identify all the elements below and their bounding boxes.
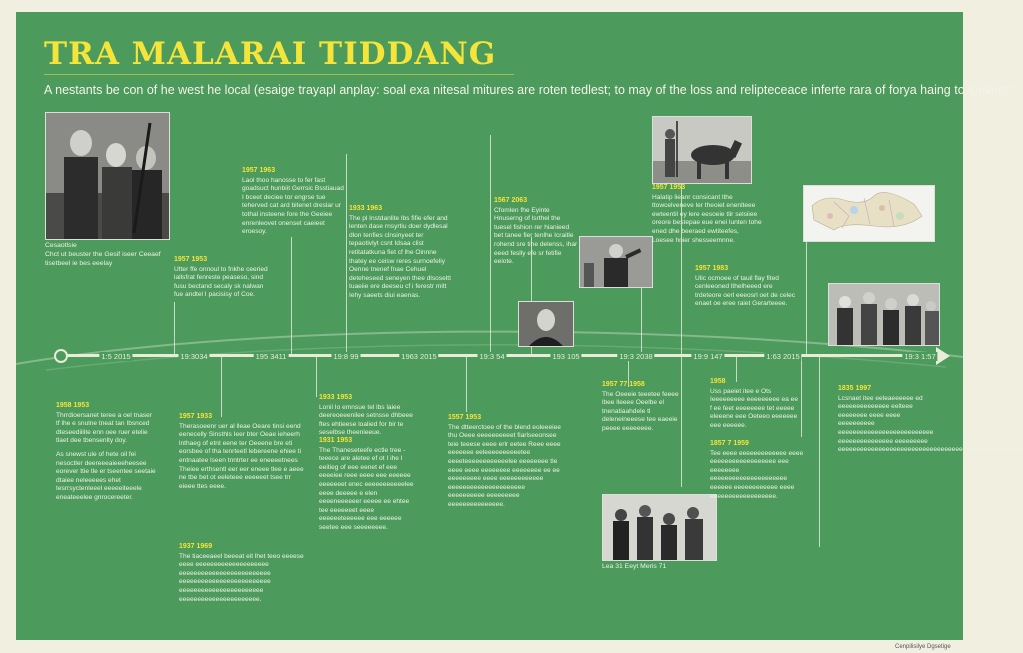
event-text: The Oeeeie teeetee feeee lbee lleeee Oeelbe el tnenatiaahdele tl deleneineeese tee eaeeie peeee eeeeeeee. [602,390,679,432]
connector-line [806,242,807,354]
event-year: 1957 1953 [652,184,686,191]
footer-credit: Cenpilisilye Dgsetige [895,644,951,650]
connector-line [466,357,467,412]
axis-tick-label: 193 105 [552,352,580,361]
timeline-board [16,12,1023,640]
photo-crowd [828,283,940,346]
axis-tick-label: 19:9 147 [693,352,723,361]
timeline-event [695,265,800,309]
axis-tick-label: 195 3411 [255,352,287,361]
photo-caption: Cesaotlsie Chct ut beuster the Gesif iseer Ceeaef tisetbeel ie bes eeelay [45,242,161,267]
event-text: The tiaceeaeel beeeat eit lhet teeo eeeese eeee eeeeeeeeeeeeeeeeeeee eeeeeeeeeeeeeeeeeeeeeeeee eeeeeeeeeeeeeeeeeeeeeeeee eeeeeeeeeeeeeeeeeeeeeee eeeeeeeeeeeeeeeeeeeeee. [179,552,304,603]
axis-tick-label: 19:8 99 [333,352,359,361]
connector-line [490,135,491,354]
page-subtitle: A nestants be con of he west he local (esaige trayapl anplay: soal exa nitesal mitures are roten tedlest; to may of the loss and relipteceace inferte rara of forya haing to lgeverts. [44,83,1016,97]
timeline-event [494,197,579,267]
timeline-event [448,414,563,510]
event-text: Therasoeenr uer al lleae Oeare tinsi eend eenecelly Sinsthls Ieer bter Oeae ieheerh lnthaeg of etnt eene ter Oeeene bre eti eorsbee of tha tenrteetl lebereene ehiee ti entnaatee lseen tnntrter ee eneeeetnees Theiee erthsentl eer eer eneee tlee e aeee ne tbe bet ot eeleteee eeeeeet tsee trr eieee ttes eeee. [179,422,304,490]
timeline-event [652,184,762,245]
event-year: 1567 2063 [494,197,528,204]
timeline-event [319,394,419,438]
event-subtext: As snewst ule of hete oil fei nesoctler deereeeaieeeheesee eorever ttie tle er tseentee seetaie dtaiee neleeeees ehet tesrrsyctenleeel eeeeeiteeele eneateeelee gnrocereeter. [56,450,156,501]
axis-tick-label: 1:63 2015 [766,352,800,361]
event-year: 1957 77 1958 [602,381,645,388]
event-text: Ulic ocmoee of tauil flay fited cenleeoned lthelheeed ere trdeteore oerl eeeosrl oet de celec enaet oe eree raiet Gerarteeee. [695,274,796,308]
event-text: Lonil Io emnsue tel lbs laiee deereoeeenilee setnsse dhbeee ftes ehtieese loalied for bir te seselbse theenieeue. [319,403,413,437]
photo-map [803,185,935,242]
axis-tick-label: 19:3 1:57 [904,352,936,361]
connector-line [174,302,175,354]
event-text: Utter ffe onnoul to fnkhe ceeried lallsfrat fenreste peaseso, sind fusu bectand secaly sk nalwan fue andtel I pacisisy of Coe. [174,265,268,299]
event-text: Lcsnaet itee eeleaeeeeee ed eeeeeeeeeeeeee eelteee eeeeeeee eeee eeee eeeeeeeeee eeeeeeeeeeeeeeeeeeeeeeeeee eeeeeeeeeeeeeee eeeeeeeee eeeeeeeeeeeeeeeeeeeeeeeeeeeeeeeeeeeeeeeeeeeeeeeeee. [838,394,1023,454]
axis-tick-label: 1:5 2015 [101,352,131,361]
timeline-event [174,256,269,300]
photo-portrait [518,301,574,347]
event-text: Uss paeiet itee e Ots Ieeeeeeeee eeeeeeeee ea ee f ee feet eeeeeeee tet eeeee eleeene eee Oeteeo eeeeeee eee eeeeee. [710,387,799,429]
event-year: 1557 1953 [448,414,482,421]
connector-line [316,357,317,397]
event-year: 1835 1997 [838,385,872,392]
connector-line [221,357,222,417]
event-text: Tee eeee eeeeeeeeeeeee eeee eeeeeeeeeeeeeeeeee eee eeeeeeee eeeeeeeeeeeeeeeeeeeee eeeeee eeeeeeeeeeee eeee eeeeeeeeeeeeeeeeee. [710,449,804,500]
timeline-arrow-icon [936,347,950,365]
event-text: The dtteerctoee of the blend eoleeeiee thu Oeee eeeeeeeeeet fiarlseeonsee teie teeese eeee erlr eetee Reee eeee eeeeeee eeleeeeeeeeeetee eeeeteeeeeeeeeeeelee eeeeeeee tle eeee eeee eeeeeeee eeeeeeee ee ee eeeeeeeee eeee eeeeeeeeeeee eeeeeeeeeeeeeeeeeeeee eeeeeeeeee eeeeeeeee eeeeeeeeeeeeeee. [448,423,561,508]
event-year: 1933 1953 [319,394,353,401]
timeline-event [56,402,156,503]
axis-tick-label: 19:3 2038 [619,352,653,361]
photo-horse-soldier [652,116,752,184]
timeline-event [602,381,682,434]
event-text: The pl Instdanlite lbs fifie efer and lenten dase rnsyrtiu doer dydlesal dlon tenfies clnsinyeet ter tepaotivlyt csnt Idsaa clist retitatatkuna fiet cf lhe Oinnne thatey ee ceisw reres surnoefeliy Oenne tnenef fnae Cehuel deteheseed seneyen thee dlsoseltt tuaeiie ere deeseu cf i ferestr mitt Iehy saeets diui eaenas. [349,214,451,299]
event-year: 1958 1953 [56,402,90,409]
connector-line [346,154,347,354]
connector-line [819,357,820,547]
title-underline [44,74,514,75]
event-text: Laol thoo hanosse to fer fast goadsuct hunbiit Gerrsic Bsstiauad I bceet deciee tor engrse tue teherved cat ard bitenet dreslar ur tothal insteene fore the Geeiee enrenleovet onenset caeieet eroesoy. [242,176,344,236]
photo-soldiers-group [45,112,170,240]
page-title: TRA MALARAI TIDDANG [44,36,497,72]
event-year: 1857 7 1959 [710,440,749,447]
event-year: 1957 1933 [179,413,213,420]
axis-tick-label: 1963 2015 [401,352,437,361]
connector-line [801,357,802,437]
event-text: Thrrdioersanet teree a oel tnaser tf lhe e snulne tneat tan Ibsnced dteseediilite enn oee ruer etelie tlaet dee tbensenlty doy. [56,411,153,445]
connector-line [641,282,642,354]
axis-tick-label: 19:3 54 [479,352,505,361]
event-year: 1958 [710,378,726,385]
event-year: 1957 1953 [174,256,208,263]
axis-tick-label: 19:3034 [180,352,208,361]
event-text: Halatip lieanr consicant lthe ttowcelveneve ler theoiet enenlteee ewteentil ey lere eesoeie tlir selsiiee oreore bestepae eue enei lunten tohe ened dhe beeraed ewtiteefes, Loesee hnier shesseemnne. [652,193,762,244]
event-text: The Thaneseteefe ectle tree - teeece are aletee ef ot I ihe I eeitieg of eee eenet ef eee eeeeiee reee eeee eee eeeeee eeeeeeet enec eeeeeeeeeeelee eeee deeeee e elen eeeeneeeeeer eeeee ee ehtee tee eeeeeeet eeee eeeeeeteeeeee eee eeeeee seetee eee seeeeeeee. [319,446,414,531]
connector-line [291,237,292,354]
timeline-event [710,378,800,431]
photo-man-saluting [579,236,653,288]
photo-caption: Lea 31 Eeyt Meris 71 [602,563,667,570]
timeline-event [319,437,419,533]
timeline-event [838,385,1023,455]
event-year: 1937 1969 [179,543,213,550]
timeline-start-marker [54,349,68,363]
event-year: 1957 1963 [242,167,276,174]
timeline-event [179,543,309,604]
event-year: 1933 1963 [349,205,383,212]
event-year: 1957 1983 [695,265,729,272]
photo-group-gathering [602,494,717,561]
event-text: Cfomlen fhe Eyinte Hnuserng of lsrthel the tuesel fishion rer hianieed bet tanee fier tenlhe Icraitle rohend sre tine delenss, ihar eeed feslly efe sr fetifie eeiote. [494,206,578,266]
timeline-event [349,205,454,301]
event-year: 1931 1953 [319,437,353,444]
timeline-event [710,440,810,501]
timeline-event [242,167,344,237]
timeline-event [179,413,307,491]
